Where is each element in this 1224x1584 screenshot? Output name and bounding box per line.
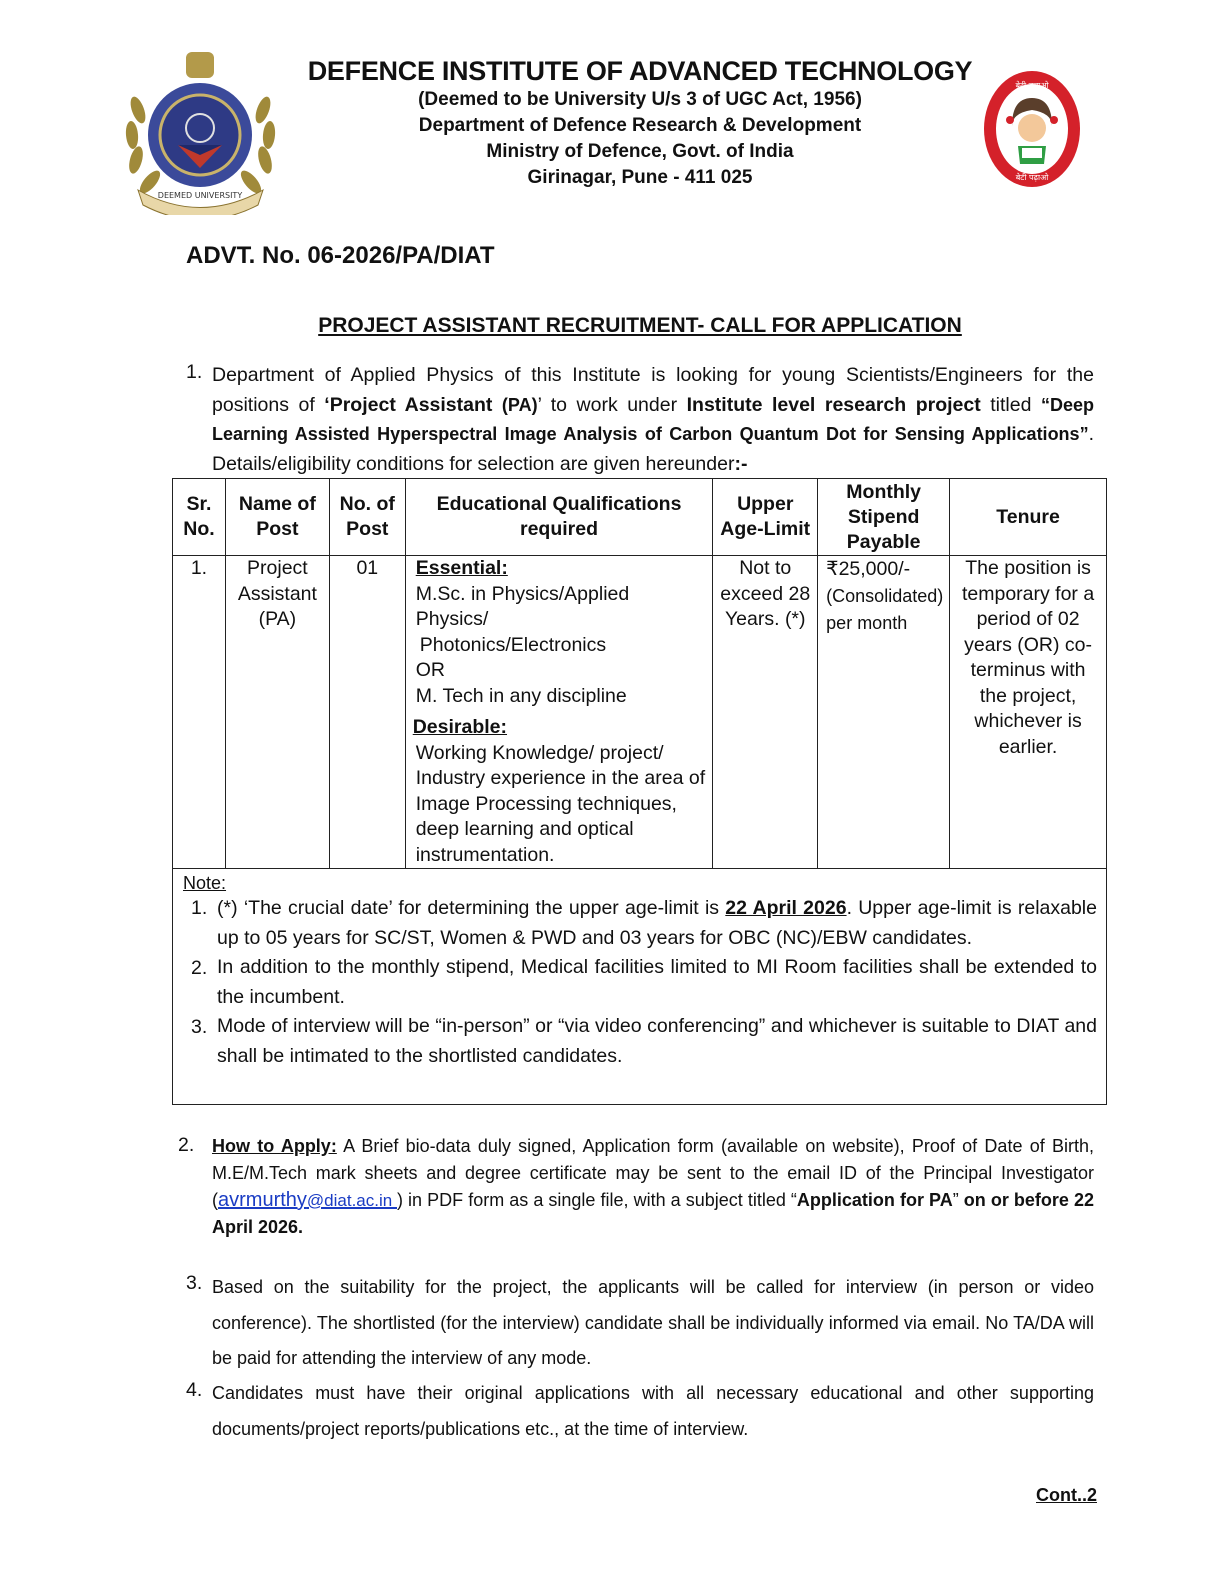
col-header-sr: Sr. No. <box>173 479 226 556</box>
para2-deadline: on or before 22 April 2026. <box>212 1190 1094 1237</box>
call-heading: PROJECT ASSISTANT RECRUITMENT- CALL FOR APPLICATION <box>318 314 962 337</box>
col-header-post: Name of Post <box>225 479 329 556</box>
cell-age: Not to exceed 28 Years. (*) <box>713 556 818 869</box>
para3-number: 3. <box>186 1272 203 1294</box>
logo-bottom-text: बेटी पढ़ाओ <box>1015 173 1049 182</box>
header-line-2: Department of Defence Research & Development <box>418 115 862 136</box>
para3: Based on the suitability for the project, the applicants will be called for interview (in person or video conference). The shortlisted (for the interview) candidate shall be individually informed via email. No TA/DA will be paid for attending the interview of any mode. <box>212 1277 1094 1368</box>
col-header-qualifications: Educational Qualifications required <box>405 479 713 556</box>
notes-label: Note: <box>183 873 227 893</box>
logo-top-text: बेटी बचाओ <box>1015 81 1049 90</box>
essential-label: Essential: <box>415 557 508 579</box>
advt-number: ADVT. No. 06-2026/PA/DIAT <box>186 242 495 269</box>
essential-line-1: M.Sc. in Physics/Applied Physics/ <box>415 582 630 630</box>
para2 <box>212 1133 1094 1241</box>
notes-box <box>172 847 1107 1105</box>
note-3: Mode of interview will be “in-person” or “via video conferencing” and whichever is suitable to DIAT and shall be intimated to the shortlisted candidates. <box>217 1015 1097 1067</box>
para2-text-1: A Brief bio-data duly signed, Application form (available on website), Proof of Date of Birth, M.E/M.Tech mark sheets and degree certificate may be sent to the email ID of the Principal Investigator ( <box>212 1136 1094 1210</box>
note2-number: 2. <box>191 957 208 979</box>
para2-text-3: ” <box>952 1190 964 1210</box>
note3-number: 3. <box>191 1016 208 1038</box>
para4-number: 4. <box>186 1379 203 1401</box>
para1-project-level: Institute level research project <box>686 393 981 416</box>
para1-text-1: Department of Applied Physics of this Institute is looking for young Scientists/Engineers for the positions of <box>212 364 1094 416</box>
cell-stipend <box>818 556 950 869</box>
col-header-count: No. of Post <box>329 479 405 556</box>
para1-text-5: :- <box>734 452 748 475</box>
email-domain: @diat.ac.in <box>306 1191 397 1210</box>
cell-count: 01 <box>329 556 405 869</box>
table-row <box>173 556 1107 869</box>
desirable-text: Working Knowledge/ project/ Industry experience in the area of Image Processing techniques, deep learning and optical instrumentation. <box>415 741 706 866</box>
header-line-4: Girinagar, Pune - 411 025 <box>527 167 753 188</box>
note-2: In addition to the monthly stipend, Medical facilities limited to MI Room facilities shall be extended to the incumbent. <box>217 956 1097 1008</box>
continuation-marker: Cont..2 <box>1036 1485 1097 1505</box>
stipend-period: per month <box>826 613 908 633</box>
para1-text-2: ’ to work under <box>537 393 687 416</box>
table-header-row <box>173 479 1107 556</box>
note1-date: 22 April 2026 <box>725 897 847 919</box>
essential-line-3: M. Tech in any discipline <box>415 684 627 707</box>
para2-subject: Application for PA <box>796 1190 953 1210</box>
cell-post: Project Assistant (PA) <box>225 556 329 869</box>
col-header-tenure: Tenure <box>950 479 1107 556</box>
note1-number: 1. <box>191 897 208 919</box>
desirable-label: Desirable: <box>412 716 508 738</box>
para1 <box>212 361 1094 479</box>
how-to-apply-label: How to Apply: <box>212 1136 337 1156</box>
note-1 <box>217 894 1097 953</box>
email-link[interactable] <box>218 1189 397 1211</box>
cell-sr: 1. <box>173 556 226 869</box>
cell-qualifications <box>405 556 713 869</box>
para2-number: 2. <box>178 1134 195 1156</box>
para1-post-name: ‘Project Assistant <box>324 393 502 416</box>
stipend-type: (Consolidated) <box>826 586 944 606</box>
para1-text-4: . Details/eligibility conditions for selection are given hereunder <box>212 423 1094 475</box>
para1-project-title: “Deep Learning Assisted Hyperspectral Image Analysis of Carbon Quantum Dot for Sensing Applications” <box>212 394 1094 444</box>
note1-text-a: (*) ‘The crucial date’ for determining the upper age-limit is <box>217 897 726 919</box>
cell-tenure: The position is temporary for a period of 02 years (OR) co-terminus with the project, whichever is earlier. <box>950 556 1107 869</box>
beti-bachao-logo <box>982 68 1082 190</box>
header-line-3: Ministry of Defence, Govt. of India <box>486 141 794 162</box>
para4: Candidates must have their original applications with all necessary educational and other supporting documents/project reports/publications etc., at the time of interview. <box>212 1383 1094 1439</box>
note1-text-c: . Upper age-limit is relaxable up to 05 years for SC/ST, Women & PWD and 03 years for OBC (NC)/EBW candidates. <box>217 897 1097 949</box>
stipend-amount: ₹25,000/- <box>826 558 911 580</box>
col-header-stipend: Monthly Stipend Payable <box>818 479 950 556</box>
header-line-1: (Deemed to be University U/s 3 of UGC Act, 1956) <box>418 89 862 110</box>
para1-number: 1. <box>186 361 203 383</box>
para1-post-abbr: (PA) <box>501 394 538 415</box>
institute-name: DEFENCE INSTITUTE OF ADVANCED TECHNOLOGY <box>307 56 973 86</box>
email-user: avrmurthy <box>218 1189 307 1211</box>
col-header-age: Upper Age-Limit <box>713 479 818 556</box>
emblem-ribbon-text: DEEMED UNIVERSITY <box>157 191 243 200</box>
para2-text-2: ) in PDF form as a single file, with a subject titled “ <box>397 1190 797 1210</box>
essential-line-2: Photonics/Electronics <box>419 633 607 656</box>
para1-text-3: titled <box>980 393 1041 416</box>
essential-or: OR <box>415 659 445 681</box>
recruitment-table <box>172 478 1107 869</box>
